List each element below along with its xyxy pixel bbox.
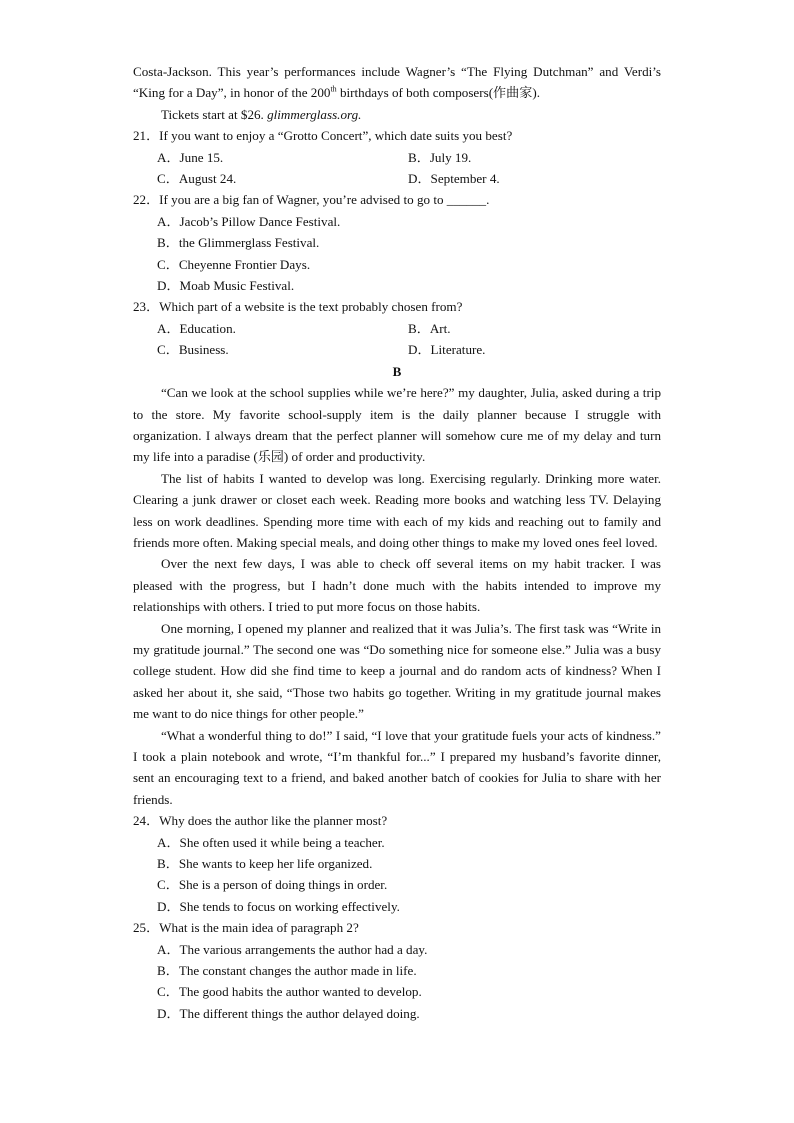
passage-paragraph-3: Over the next few days, I was able to check off several items on my habit tracker. I was pleased with the progress, but I hadn’t done much with the habits intended to improve my relationships with others. I tried to put more focus on those habits.: [133, 556, 661, 615]
tickets-line: [133, 104, 661, 125]
passage-paragraph-4: One morning, I opened my planner and realized that it was Julia’s. The first task was “Write in my gratitude journal.” The second one was “Do something nice for someone else.” Julia was a busy college student. How did she find time to keep a journal and do random acts of kindness? When I asked her about it, she said, “Those two habits go together. Writing in my gratitude journal makes me want to do nice things for other people.”: [133, 620, 661, 722]
option-c: C．She is a person of doing things in order.: [157, 877, 388, 893]
options-grid: [133, 147, 661, 190]
intro-paragraph: [133, 61, 661, 104]
question-23: [133, 296, 661, 360]
option-d: D．The different things the author delayed doing.: [157, 1005, 420, 1021]
option-b: B．She wants to keep her life organized.: [157, 856, 373, 872]
option-a: A．The various arrangements the author had a day.: [157, 941, 428, 957]
passage-paragraph-2: The list of habits I wanted to develop was long. Exercising regularly. Drinking more water. Clearing a junk drawer or closet each week. Reading more books and watching less TV. Delaying less on work deadlines. Spending more time with each of my kids and reaching out to family and friends more often. Making special meals, and doing other things to make my loved ones feel loved.: [133, 470, 661, 550]
option-c: C．Business.: [157, 342, 229, 358]
intro-text-b: birthdays of both composers(作曲家).: [336, 85, 540, 101]
options-grid: [133, 318, 661, 361]
question-24: [133, 810, 661, 917]
option-d: D．Moab Music Festival.: [157, 278, 295, 294]
option-c: C．Cheyenne Frontier Days.: [157, 256, 311, 272]
document-page: [133, 61, 661, 1024]
option-b: B．July 19.: [408, 149, 472, 165]
section-heading: B: [392, 363, 402, 379]
option-c: C．The good habits the author wanted to develop.: [157, 984, 422, 1000]
options-list: [133, 832, 661, 918]
option-d: D．September 4.: [408, 171, 500, 187]
question-stem: 21．If you want to enjoy a “Grotto Concert”, which date suits you best?: [133, 128, 513, 144]
option-d: D．She tends to focus on working effectively.: [157, 898, 400, 914]
option-a: A．June 15.: [157, 149, 224, 165]
question-22: [133, 189, 661, 296]
options-list: [133, 939, 661, 1025]
tickets-text: Tickets start at $26.: [161, 106, 268, 122]
option-a: A．Education.: [157, 320, 236, 336]
option-a: A．She often used it while being a teacher.: [157, 834, 385, 850]
intro-text-a: Costa-Jackson. This year’s performances include Wagner’s “The Flying Dutchman” and Verdi’s “King for a Day”, in honor of the 200: [133, 64, 661, 101]
question-stem: 23．Which part of a website is the text probably chosen from?: [133, 299, 463, 315]
passage-paragraph-5: “What a wonderful thing to do!” I said, “I love that your gratitude fuels your acts of kindness.” I took a plain notebook and wrote, “I’m thankful for...” I prepared my husband’s favorite dinner, sent an encouraging text to a friend, and baked another batch of cookies for Julia to share with her friends.: [133, 727, 661, 807]
option-b: B．Art.: [408, 320, 451, 336]
options-list: [133, 211, 661, 297]
passage-paragraph-1: “Can we look at the school supplies while we’re here?” my daughter, Julia, asked during a trip to the store. My favorite school-supply item is the daily planner because I struggle with organization. I always dream that the perfect planner will somehow cure me of my delay and turn my life into a paradise (乐园) of order and productivity.: [133, 385, 661, 465]
question-stem: 25．What is the main idea of paragraph 2?: [133, 920, 359, 936]
question-21: [133, 125, 661, 189]
tickets-url: glimmerglass.org.: [267, 106, 362, 122]
question-stem: 24．Why does the author like the planner most?: [133, 813, 388, 829]
option-c: C．August 24.: [157, 171, 237, 187]
question-stem: 22．If you are a big fan of Wagner, you’re advised to go to ______.: [133, 192, 490, 208]
ordinal-suffix: th: [330, 85, 337, 95]
question-25: [133, 917, 661, 1024]
option-d: D．Literature.: [408, 342, 486, 358]
option-b: B．The constant changes the author made in life.: [157, 963, 417, 979]
option-b: B．the Glimmerglass Festival.: [157, 235, 320, 251]
option-a: A．Jacob’s Pillow Dance Festival.: [157, 213, 341, 229]
